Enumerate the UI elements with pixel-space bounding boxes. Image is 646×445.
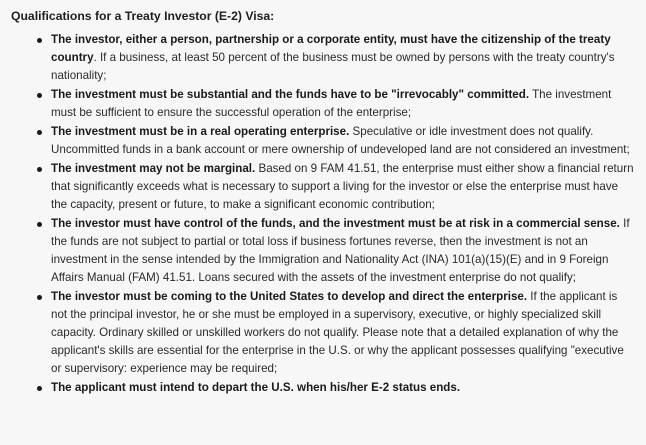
qualification-item-4 bbox=[11, 160, 636, 214]
bullet-icon bbox=[37, 130, 42, 135]
qualification-lead: The applicant must intend to depart the U.S. when his/her E-2 status ends. bbox=[51, 381, 461, 394]
bullet-icon bbox=[37, 93, 42, 98]
qualification-lead: The investor must be coming to the United States to develop and direct the enterprise. bbox=[51, 290, 528, 303]
qualification-lead: The investment must be in a real operating enterprise. bbox=[51, 125, 350, 138]
bullet-icon bbox=[37, 222, 42, 227]
qualification-item-2 bbox=[11, 86, 636, 122]
qualification-text: The investment must be sufficient to ensure the successful operation of the enterprise; bbox=[51, 88, 612, 119]
qualification-item-3 bbox=[11, 123, 636, 159]
qualification-lead: The investor must have control of the funds, and the investment must be at risk in a commercial sense. bbox=[51, 217, 620, 230]
bullet-icon bbox=[37, 38, 42, 43]
qualification-item-6 bbox=[11, 288, 636, 378]
qualification-lead: The investor, either a person, partnership or a corporate entity, must have the citizenship of the treaty country bbox=[51, 33, 611, 64]
bullet-icon bbox=[37, 295, 42, 300]
qualification-text: If the applicant is not the principal investor, he or she must be employed in a supervisory, executive, or highly specialized skill capacity. Ordinary skilled or unskilled workers do not qualify. Please note that a detailed explanation of why the applicant's skills are essential for the enterprise in the U.S. or why the applicant possesses qualifying "executive or supervisory: experience may be required; bbox=[51, 290, 624, 375]
qualifications-list bbox=[11, 31, 636, 397]
qualification-item-5 bbox=[11, 215, 636, 287]
qualification-text: Based on 9 FAM 41.51, the enterprise must either show a financial return that significantly exceeds what is necessary to support a living for the investor or else the enterprise must have the capacity, present or future, to make a significant economic contribution; bbox=[51, 162, 634, 211]
section-heading: Qualifications for a Treaty Investor (E-2) Visa: bbox=[11, 9, 275, 23]
qualification-text: If the funds are not subject to partial or total loss if business fortunes reverse, then the investment is not an investment in the sense intended by the Immigration and Nationality Act (INA) 101(a)(15)(E) and in 9 Foreign Affairs Manual (FAM) 41.51. Loans secured with the assets of the investment enterprise do not qualify; bbox=[51, 217, 630, 284]
qualification-text: . If a business, at least 50 percent of the business must be owned by persons with the treaty country's nationality; bbox=[51, 51, 615, 82]
qualification-lead: The investment must be substantial and the funds have to be "irrevocably" committed. bbox=[51, 88, 530, 101]
bullet-icon bbox=[37, 167, 42, 172]
bullet-icon bbox=[37, 386, 42, 391]
qualification-text: Speculative or idle investment does not qualify. Uncommitted funds in a bank account or mere ownership of undeveloped land are not considered an investment; bbox=[51, 125, 630, 156]
qualification-lead: The investment may not be marginal. bbox=[51, 162, 256, 175]
qualification-item-7 bbox=[11, 379, 636, 397]
qualification-item-1 bbox=[11, 31, 636, 85]
